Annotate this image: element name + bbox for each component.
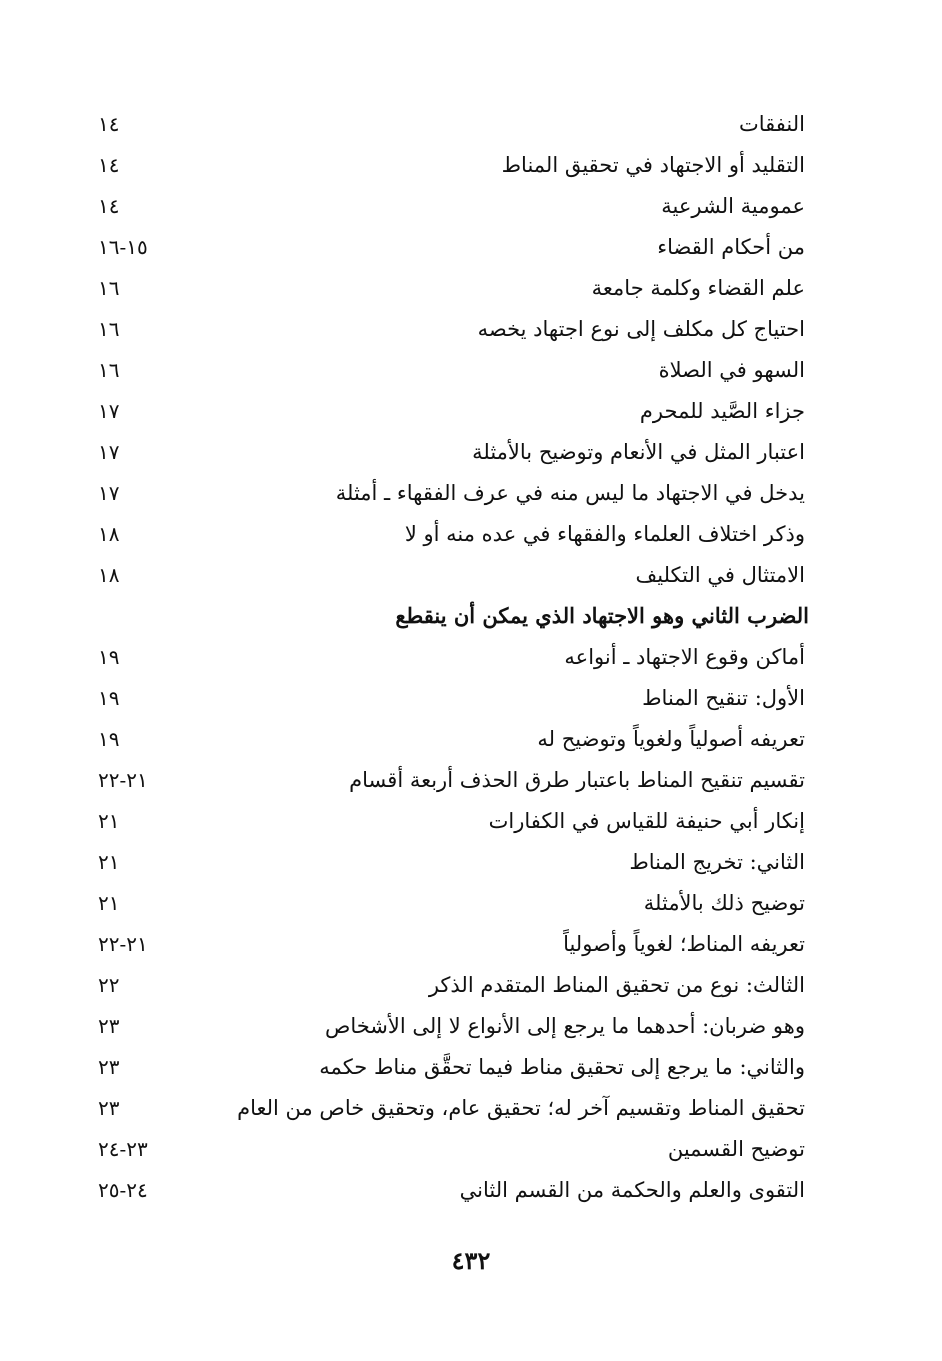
entry-pages: ٢١ — [98, 850, 120, 874]
entry-pages: ١٨ — [98, 563, 120, 587]
entry-title: تعريفه المناط؛ لغوياً وأصولياً — [563, 932, 805, 956]
entry-pages: ١٩ — [98, 686, 120, 710]
entry-title: النفقات — [739, 112, 805, 136]
entry-pages: ١٦ — [98, 276, 120, 300]
toc-entry — [0, 514, 942, 555]
entry-pages: ٢٣ — [98, 1014, 120, 1038]
toc-entry — [0, 883, 942, 924]
toc-entry — [0, 842, 942, 883]
table-of-contents — [0, 104, 942, 1211]
toc-entry — [0, 924, 942, 965]
entry-pages: ١٥-١٦ — [98, 235, 148, 259]
toc-entry — [0, 678, 942, 719]
entry-pages: ٢١-٢٢ — [98, 768, 148, 792]
toc-entry — [0, 1129, 942, 1170]
entry-title: الأول: تنقيح المناط — [642, 686, 805, 710]
entry-pages: ٢٢ — [98, 973, 120, 997]
toc-entry — [0, 965, 942, 1006]
entry-title: الثالث: نوع من تحقيق المناط المتقدم الذكر — [428, 973, 805, 997]
entry-pages: ٢١ — [98, 891, 120, 915]
page-number: ٤٣٢ — [451, 1246, 491, 1275]
entry-title: الامتثال في التكليف — [635, 563, 805, 587]
entry-pages: ١٨ — [98, 522, 120, 546]
toc-entry — [0, 350, 942, 391]
toc-entry — [0, 719, 942, 760]
toc-section-heading — [0, 596, 942, 637]
entry-pages: ١٧ — [98, 440, 120, 464]
toc-entry — [0, 227, 942, 268]
toc-entry — [0, 1006, 942, 1047]
entry-pages: ٢٤-٢٥ — [98, 1178, 148, 1202]
entry-title: إنكار أبي حنيفة للقياس في الكفارات — [488, 809, 805, 833]
entry-pages: ١٤ — [98, 153, 120, 177]
toc-entry — [0, 1170, 942, 1211]
entry-title: وذكر اختلاف العلماء والفقهاء في عده منه أو لا — [404, 522, 805, 546]
toc-entry — [0, 268, 942, 309]
entry-pages: ١٦ — [98, 358, 120, 382]
entry-title: احتياج كل مكلف إلى نوع اجتهاد يخصه — [477, 317, 805, 341]
entry-title: تقسيم تنقيح المناط باعتبار طرق الحذف أربعة أقسام — [349, 768, 805, 792]
section-heading-title: الضرب الثاني وهو الاجتهاد الذي يمكن أن ينقطع — [395, 603, 809, 628]
entry-title: يدخل في الاجتهاد ما ليس منه في عرف الفقهاء ـ أمثلة — [335, 481, 805, 505]
toc-entry — [0, 555, 942, 596]
toc-entry — [0, 309, 942, 350]
entry-pages: ٢٣ — [98, 1096, 120, 1120]
entry-title: والثاني: ما يرجع إلى تحقيق مناط فيما تحقَّق مناط حكمه — [319, 1055, 805, 1079]
entry-pages: ٢١-٢٢ — [98, 932, 148, 956]
entry-pages: ١٤ — [98, 194, 120, 218]
entry-title: علم القضاء وكلمة جامعة — [591, 276, 805, 300]
toc-entry — [0, 1047, 942, 1088]
entry-title: أماكن وقوع الاجتهاد ـ أنواعه — [564, 645, 805, 669]
entry-title: جزاء الصَّيد للمحرم — [639, 399, 805, 423]
toc-entry — [0, 145, 942, 186]
entry-title: تعريفه أصولياً ولغوياً وتوضيح له — [537, 727, 805, 751]
entry-title: عمومية الشرعية — [661, 194, 805, 218]
toc-entry — [0, 760, 942, 801]
entry-title: توضيح ذلك بالأمثلة — [643, 891, 805, 915]
entry-title: من أحكام القضاء — [657, 235, 805, 259]
entry-title: اعتبار المثل في الأنعام وتوضيح بالأمثلة — [472, 440, 805, 464]
entry-pages: ١٤ — [98, 112, 120, 136]
toc-entry — [0, 1088, 942, 1129]
entry-pages: ١٦ — [98, 317, 120, 341]
toc-entry — [0, 104, 942, 145]
entry-title: وهو ضربان: أحدهما ما يرجع إلى الأنواع لا إلى الأشخاص — [324, 1014, 805, 1038]
entry-pages: ١٧ — [98, 481, 120, 505]
toc-entry — [0, 186, 942, 227]
entry-pages: ٢٣ — [98, 1055, 120, 1079]
entry-title: تحقيق المناط وتقسيم آخر له؛ تحقيق عام، وتحقيق خاص من العام — [237, 1096, 805, 1120]
entry-pages: ٢١ — [98, 809, 120, 833]
toc-entry — [0, 391, 942, 432]
entry-title: السهو في الصلاة — [658, 358, 805, 382]
entry-pages: ١٧ — [98, 399, 120, 423]
toc-entry — [0, 473, 942, 514]
entry-title: توضيح القسمين — [667, 1137, 805, 1161]
entry-title: الثاني: تخريج المناط — [629, 850, 805, 874]
entry-pages: ١٩ — [98, 645, 120, 669]
toc-entry — [0, 637, 942, 678]
toc-entry — [0, 432, 942, 473]
entry-title: التقليد أو الاجتهاد في تحقيق المناط — [501, 153, 805, 177]
toc-entry — [0, 801, 942, 842]
entry-pages: ٢٣-٢٤ — [98, 1137, 148, 1161]
entry-title: التقوى والعلم والحكمة من القسم الثاني — [459, 1178, 805, 1202]
entry-pages: ١٩ — [98, 727, 120, 751]
